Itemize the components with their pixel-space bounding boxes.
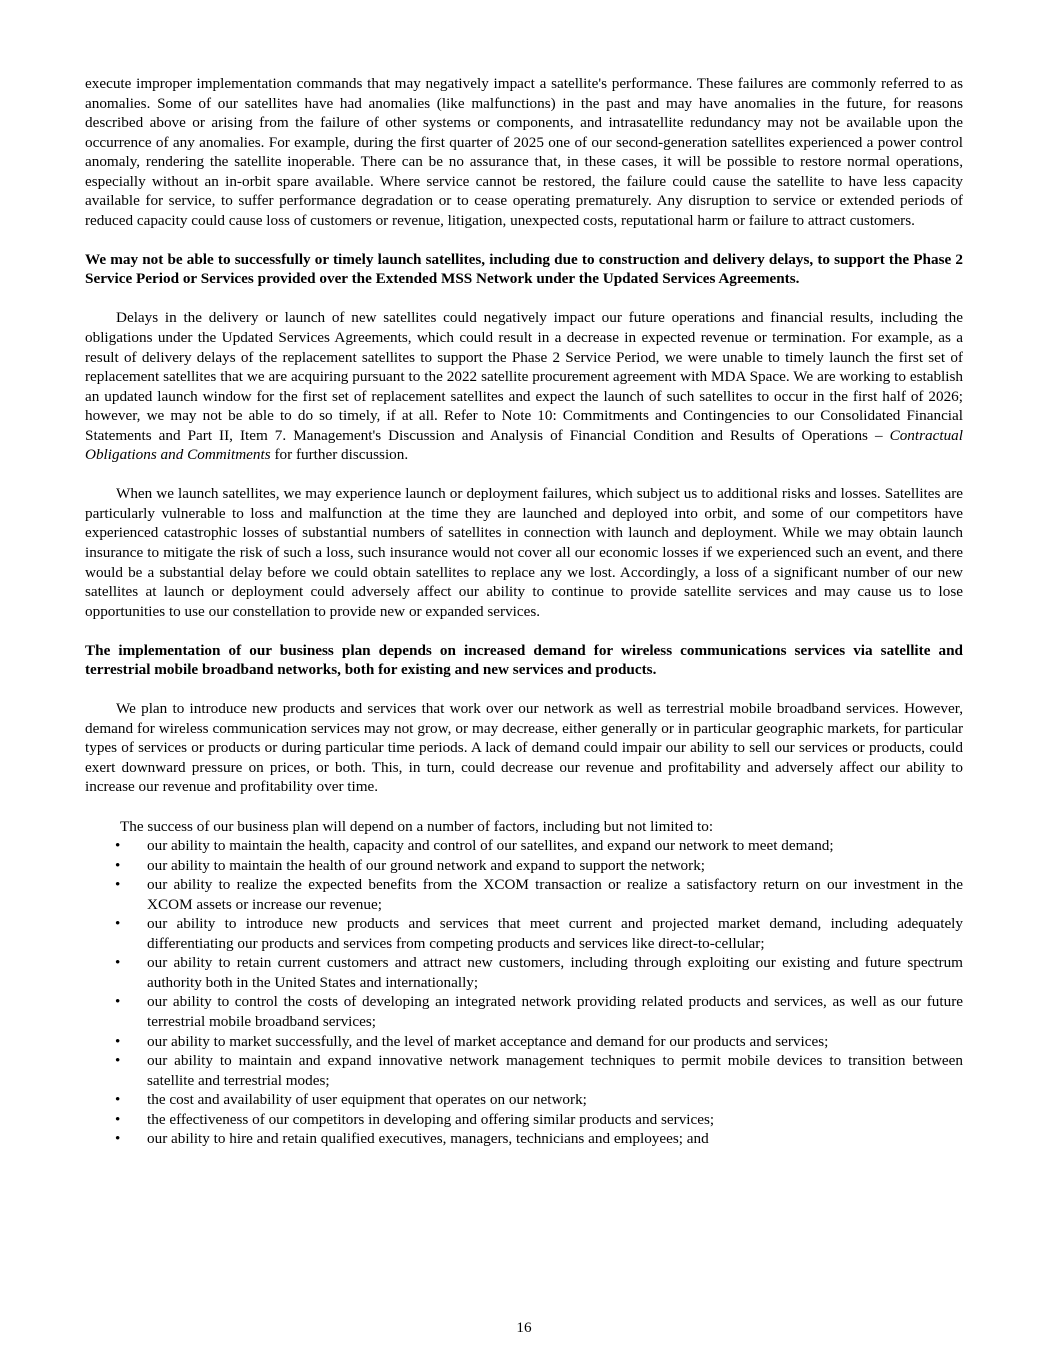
list-item-text: the cost and availability of user equipment that operates on our network; <box>147 1091 587 1109</box>
list-item <box>85 953 963 992</box>
paragraph-factors-intro: The success of our business plan will depend on a number of factors, including but not limited to: <box>120 817 714 835</box>
list-item <box>85 1051 963 1090</box>
list-item-text: our ability to realize the expected benefits from the XCOM transaction or realize a satisfactory return on our investment in the XCOM assets or increase our revenue; <box>147 876 963 913</box>
list-item-text: our ability to hire and retain qualified executives, managers, technicians and employees; and <box>147 1130 709 1148</box>
list-item-text: our ability to maintain the health of our ground network and expand to support the network; <box>147 856 706 874</box>
list-item-text: our ability to maintain and expand innovative network management techniques to permit mobile devices to transition between satellite and terrestrial modes; <box>147 1052 963 1089</box>
bullet-icon: • <box>115 837 121 855</box>
list-item <box>85 992 963 1031</box>
bullet-icon: • <box>115 1091 121 1109</box>
list-item <box>85 856 963 876</box>
paragraph-delivery-delays <box>85 308 963 464</box>
list-item-text: the effectiveness of our competitors in developing and offering similar products and services; <box>147 1110 715 1128</box>
list-item <box>85 914 963 953</box>
bullet-icon: • <box>115 1032 121 1050</box>
list-item-text: our ability to maintain the health, capacity and control of our satellites, and expand our network to meet demand; <box>147 837 834 855</box>
paragraph-delivery-delays-tail: for further discussion. <box>270 446 409 464</box>
bullet-icon: • <box>115 954 121 972</box>
section-heading-demand: The implementation of our business plan depends on increased demand for wireless communications services via satellite and terrestrial mobile broadband networks, both for existing and new services and products. <box>85 641 963 679</box>
list-item-text: our ability to introduce new products and services that meet current and projected market demand, including adequately differentiating our products and services from competing products and services like direct-to-cellular; <box>147 915 963 952</box>
bullet-icon: • <box>115 1130 121 1148</box>
list-item <box>85 1090 963 1110</box>
paragraph-anomalies-continuation: execute improper implementation commands that may negatively impact a satellite's performance. These failures are commonly referred to as anomalies. Some of our satellites have had anomalies (like malfunctions) in the past and may have anomalies in the future, for reasons described above or arising from the failure of other systems or components, and intrasatellite redundancy may not be available upon the occurrence of any anomalies. For example, during the first quarter of 2025 one of our second-generation satellites experienced a power control anomaly, rendering the satellite inoperable. There can be no assurance that, in these cases, it will be possible to restore normal operations, especially without an in-orbit spare available. Where service cannot be restored, the failure could cause the satellite to have less capacity available for service, to suffer performance degradation or to cease operating prematurely. Any disruption to service or extended periods of reduced capacity could cause loss of customers or revenue, litigation, unexpected costs, reputational harm or failure to attract customers. <box>85 75 963 229</box>
list-item <box>85 836 963 856</box>
bullet-icon: • <box>115 1110 121 1128</box>
paragraph-delivery-delays-text: Delays in the delivery or launch of new satellites could negatively impact our future operations and financial results, including the obligations under the Updated Services Agreements, which could result in a decrease in expected revenue or termination. For example, as a result of delivery delays of the replacement satellites to support the Phase 2 Service Period, we were unable to timely launch the first set of replacement satellites that we are acquiring pursuant to the 2022 satellite procurement agreement with MDA Space. We are working to establish an updated launch window for the first set of replacement satellites and expect the launch of such satellites to occur in the first half of 2026; however, we may not be able to do so timely, if at all. Refer to Note 10: Commitments and Contingencies to our Consolidated Financial Statements and Part II, Item 7. Management's Discussion and Analysis of Financial Condition and Results of Operations – <box>85 309 963 444</box>
page-number: 16 <box>516 1319 532 1336</box>
list-item <box>85 1110 963 1130</box>
bullet-icon: • <box>115 993 121 1011</box>
bullet-icon: • <box>115 876 121 894</box>
document-page <box>85 74 963 1149</box>
cross-reference-italic: Contractual Obligations and Commitments <box>85 426 963 464</box>
bullet-icon: • <box>115 915 121 933</box>
list-item <box>85 875 963 914</box>
bullet-icon: • <box>115 856 121 874</box>
list-item <box>85 1129 963 1149</box>
paragraph-launch-failures: When we launch satellites, we may experience launch or deployment failures, which subject us to additional risks and losses. Satellites are particularly vulnerable to loss and malfunction at the time they are launched and deployed into orbit, and some of our competitors have experienced catastrophic losses of substantial numbers of satellites in connection with launch and deployment. While we may obtain launch insurance to mitigate the risk of such a loss, such insurance would not cover all our economic losses if we experienced such an event, and there would be a substantial delay before we could obtain satellites to replace any we lost. Accordingly, a loss of a significant number of our new satellites at launch or deployment could adversely affect our ability to continue to provide satellite services and may cause us to lose opportunities to use our constellation to provide new or expanded services. <box>85 485 963 620</box>
paragraph-demand: We plan to introduce new products and services that work over our network as well as terrestrial mobile broadband services. However, demand for wireless communication services may not grow, or may decrease, either generally or in particular geographic markets, for particular types of services or products or during particular time periods. A lack of demand could impair our ability to sell our services or products, could exert downward pressure on prices, or both. This, in turn, could decrease our revenue and profitability and adversely affect our ability to increase our revenue and profitability over time. <box>85 700 963 796</box>
list-item <box>85 1032 963 1052</box>
factors-list <box>85 836 963 1149</box>
section-heading-launch: We may not be able to successfully or timely launch satellites, including due to construction and delivery delays, to support the Phase 2 Service Period or Services provided over the Extended MSS Network under the Updated Services Agreements. <box>85 250 963 288</box>
list-item-text: our ability to market successfully, and the level of market acceptance and demand for our products and services; <box>147 1032 829 1050</box>
list-item-text: our ability to retain current customers and attract new customers, including through exploiting our existing and future spectrum authority both in the United States and internationally; <box>147 954 963 991</box>
bullet-icon: • <box>115 1052 121 1070</box>
list-item-text: our ability to control the costs of developing an integrated network providing related products and services, as well as our future terrestrial mobile broadband services; <box>147 993 963 1030</box>
